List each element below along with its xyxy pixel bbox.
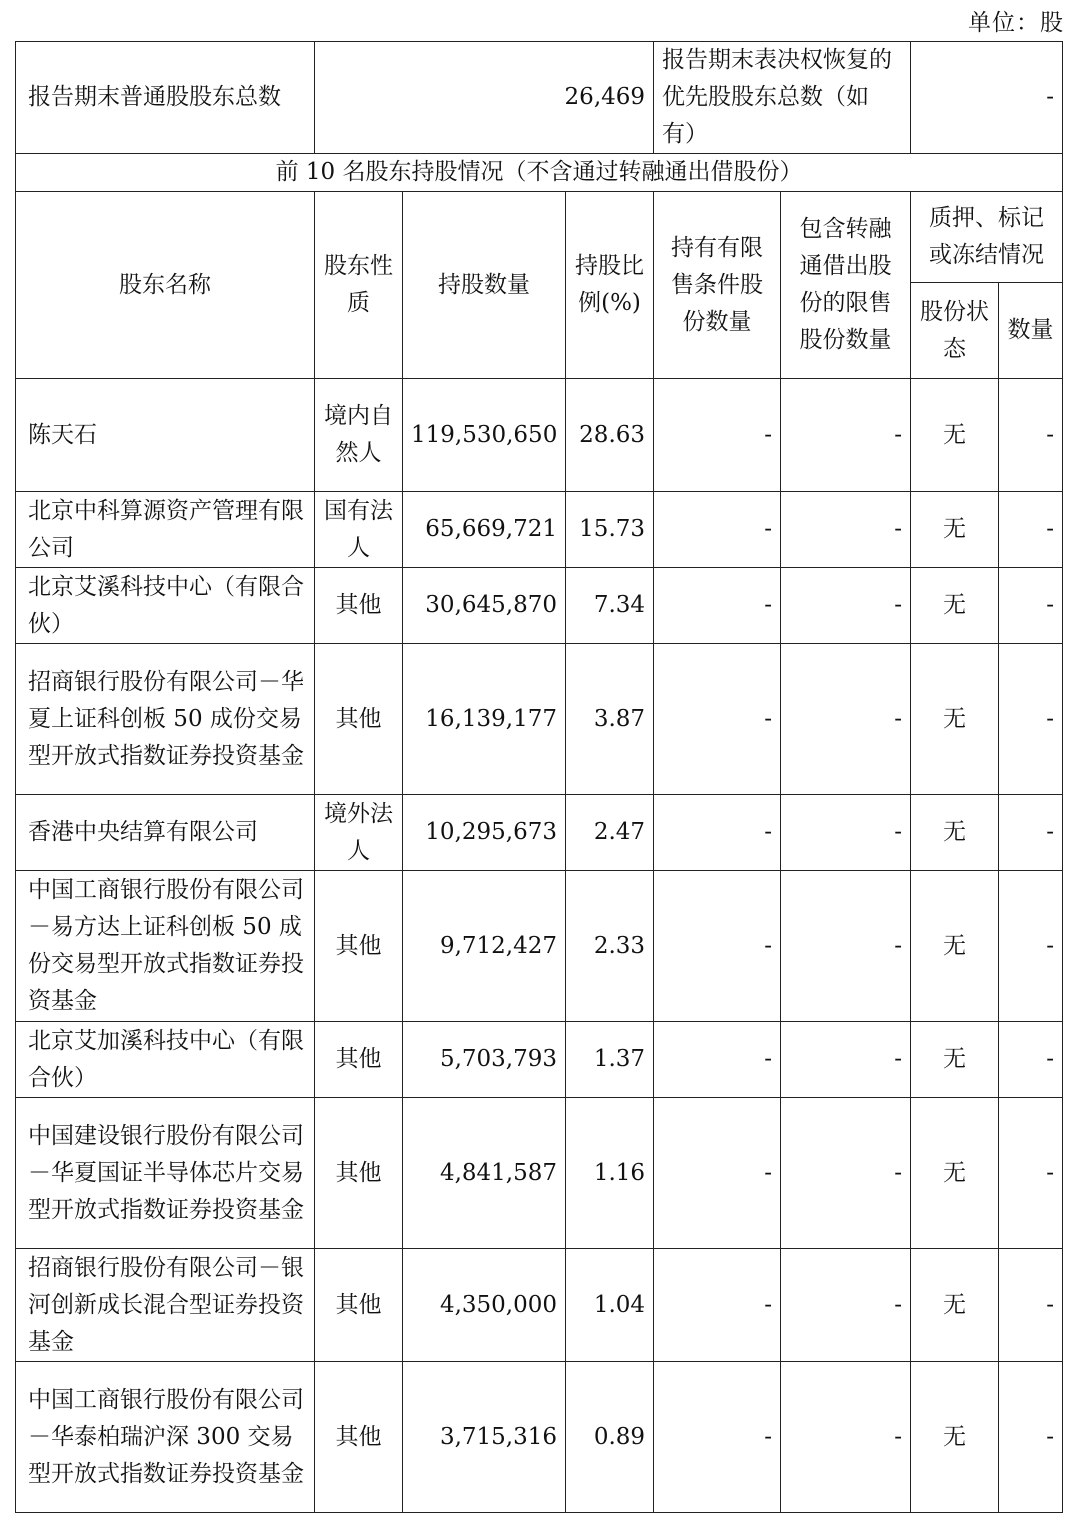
holding-ratio: 1.16 [566, 1098, 654, 1249]
header-shares: 持股数量 [403, 192, 566, 379]
summary-row [16, 42, 1063, 154]
shares-held: 119,530,650 [403, 379, 566, 492]
lent-restricted-shares: - [781, 1249, 911, 1362]
holding-ratio: 1.04 [566, 1249, 654, 1362]
restricted-shares: - [654, 1098, 781, 1249]
header-row [16, 192, 1063, 283]
lent-restricted-shares: - [781, 492, 911, 568]
shareholder-nature: 其他 [315, 871, 403, 1022]
pledge-quantity: - [999, 1249, 1063, 1362]
table-row [16, 379, 1063, 492]
header-pledge-group: 质押、标记或冻结情况 [911, 192, 1063, 283]
header-lent-restricted: 包含转融通借出股份的限售股份数量 [781, 192, 911, 379]
restricted-shares: - [654, 795, 781, 871]
pledge-status: 无 [911, 1249, 999, 1362]
shares-held: 4,350,000 [403, 1249, 566, 1362]
shareholder-name: 招商银行股份有限公司－银河创新成长混合型证券投资基金 [16, 1249, 315, 1362]
header-restricted: 持有有限售条件股份数量 [654, 192, 781, 379]
pledge-status: 无 [911, 568, 999, 644]
restricted-shares: - [654, 1022, 781, 1098]
preferred-holders-value: - [911, 42, 1063, 154]
shareholder-name: 招商银行股份有限公司－华夏上证科创板 50 成份交易型开放式指数证券投资基金 [16, 644, 315, 795]
table-row [16, 1362, 1063, 1513]
table-row [16, 1249, 1063, 1362]
shareholder-nature: 境内自然人 [315, 379, 403, 492]
table-row [16, 568, 1063, 644]
shareholder-name: 北京艾溪科技中心（有限合伙） [16, 568, 315, 644]
shareholder-name: 北京艾加溪科技中心（有限合伙） [16, 1022, 315, 1098]
table-row [16, 492, 1063, 568]
shares-held: 9,712,427 [403, 871, 566, 1022]
header-nature: 股东性质 [315, 192, 403, 379]
table-row [16, 795, 1063, 871]
holding-ratio: 28.63 [566, 379, 654, 492]
restricted-shares: - [654, 1362, 781, 1513]
pledge-quantity: - [999, 379, 1063, 492]
lent-restricted-shares: - [781, 871, 911, 1022]
pledge-status: 无 [911, 1098, 999, 1249]
restricted-shares: - [654, 871, 781, 1022]
pledge-quantity: - [999, 795, 1063, 871]
shareholder-nature: 其他 [315, 1362, 403, 1513]
holding-ratio: 2.33 [566, 871, 654, 1022]
pledge-quantity: - [999, 871, 1063, 1022]
shares-held: 65,669,721 [403, 492, 566, 568]
lent-restricted-shares: - [781, 795, 911, 871]
pledge-status: 无 [911, 644, 999, 795]
holding-ratio: 0.89 [566, 1362, 654, 1513]
holding-ratio: 3.87 [566, 644, 654, 795]
shareholder-nature: 其他 [315, 644, 403, 795]
pledge-quantity: - [999, 1098, 1063, 1249]
shareholder-name: 北京中科算源资产管理有限公司 [16, 492, 315, 568]
preferred-holders-label: 报告期末表决权恢复的优先股股东总数（如有） [654, 42, 911, 154]
shares-held: 4,841,587 [403, 1098, 566, 1249]
caption-row [16, 154, 1063, 192]
shares-held: 16,139,177 [403, 644, 566, 795]
lent-restricted-shares: - [781, 1022, 911, 1098]
shareholder-nature: 其他 [315, 1098, 403, 1249]
restricted-shares: - [654, 568, 781, 644]
restricted-shares: - [654, 379, 781, 492]
lent-restricted-shares: - [781, 379, 911, 492]
shareholder-nature: 国有法人 [315, 492, 403, 568]
holding-ratio: 2.47 [566, 795, 654, 871]
table-row [16, 1098, 1063, 1249]
holding-ratio: 7.34 [566, 568, 654, 644]
shareholder-nature: 其他 [315, 568, 403, 644]
shareholder-name: 中国工商银行股份有限公司－易方达上证科创板 50 成份交易型开放式指数证券投资基金 [16, 871, 315, 1022]
header-pledge-status: 股份状态 [911, 283, 999, 379]
pledge-status: 无 [911, 795, 999, 871]
lent-restricted-shares: - [781, 1098, 911, 1249]
lent-restricted-shares: - [781, 568, 911, 644]
pledge-status: 无 [911, 1362, 999, 1513]
lent-restricted-shares: - [781, 644, 911, 795]
table-caption: 前 10 名股东持股情况（不含通过转融通出借股份） [16, 154, 1063, 192]
common-holders-value: 26,469 [315, 42, 654, 154]
pledge-quantity: - [999, 492, 1063, 568]
shareholder-name: 中国工商银行股份有限公司－华泰柏瑞沪深 300 交易型开放式指数证券投资基金 [16, 1362, 315, 1513]
table-row [16, 871, 1063, 1022]
shares-held: 10,295,673 [403, 795, 566, 871]
pledge-status: 无 [911, 871, 999, 1022]
restricted-shares: - [654, 644, 781, 795]
restricted-shares: - [654, 492, 781, 568]
pledge-quantity: - [999, 644, 1063, 795]
shareholder-nature: 其他 [315, 1249, 403, 1362]
table-row [16, 644, 1063, 795]
shares-held: 30,645,870 [403, 568, 566, 644]
pledge-status: 无 [911, 379, 999, 492]
shareholder-name: 中国建设银行股份有限公司－华夏国证半导体芯片交易型开放式指数证券投资基金 [16, 1098, 315, 1249]
lent-restricted-shares: - [781, 1362, 911, 1513]
shareholders-table [15, 41, 1063, 1513]
shareholder-nature: 其他 [315, 1022, 403, 1098]
shareholder-nature: 境外法人 [315, 795, 403, 871]
shares-held: 5,703,793 [403, 1022, 566, 1098]
header-pledge-qty: 数量 [999, 283, 1063, 379]
table-row [16, 1022, 1063, 1098]
pledge-quantity: - [999, 1022, 1063, 1098]
pledge-status: 无 [911, 1022, 999, 1098]
restricted-shares: - [654, 1249, 781, 1362]
shareholder-name: 陈天石 [16, 379, 315, 492]
header-name: 股东名称 [16, 192, 315, 379]
unit-label: 单位：股 [968, 10, 1064, 36]
pledge-quantity: - [999, 568, 1063, 644]
pledge-status: 无 [911, 492, 999, 568]
header-ratio: 持股比例(%) [566, 192, 654, 379]
holding-ratio: 1.37 [566, 1022, 654, 1098]
shares-held: 3,715,316 [403, 1362, 566, 1513]
common-holders-label: 报告期末普通股股东总数 [16, 42, 315, 154]
holding-ratio: 15.73 [566, 492, 654, 568]
shareholder-name: 香港中央结算有限公司 [16, 795, 315, 871]
pledge-quantity: - [999, 1362, 1063, 1513]
